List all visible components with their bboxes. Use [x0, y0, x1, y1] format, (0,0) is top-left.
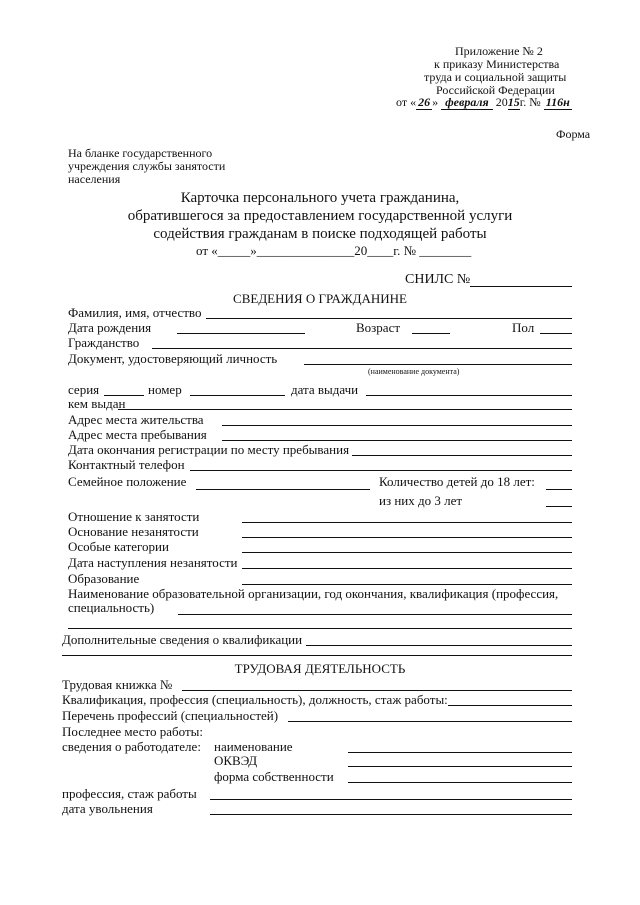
order-mid: » [432, 95, 439, 109]
reg-end-field-line[interactable] [352, 455, 572, 456]
employer-name-field-line[interactable] [348, 752, 572, 753]
unemployment-basis-field-line[interactable] [242, 537, 572, 538]
phone-field-line[interactable] [190, 470, 572, 471]
citizenship-field-line[interactable] [152, 348, 572, 349]
section-work-heading: ТРУДОВАЯ ДЕЯТЕЛЬНОСТЬ [234, 661, 406, 676]
phone-label: Контактный телефон [68, 457, 185, 472]
qualification-label: Квалификация, профессия (специальность), должность, стаж работы: [62, 692, 448, 707]
order-year-suffix: 15 [507, 95, 520, 109]
professions-label: Перечень профессий (специальностей) [62, 708, 279, 723]
qualification-field-line[interactable] [448, 705, 572, 706]
employment-attitude-label: Отношение к занятости [68, 509, 200, 524]
unemployment-basis-label: Основание незанятости [68, 524, 199, 539]
doc-name-hint: (наименование документа) [368, 367, 460, 376]
letterhead-line-1: На бланке государственного [68, 146, 213, 160]
id-document-field-line[interactable] [304, 364, 572, 365]
order-day: 26 [418, 95, 431, 109]
residence-field-line[interactable] [222, 425, 572, 426]
stay-address-label: Адрес места пребывания [68, 427, 207, 442]
edu-org-field-line-2[interactable] [68, 628, 572, 629]
employer-info-label: сведения о работодателе: [62, 739, 201, 754]
extra-qual-label: Дополнительные сведения о квалификации [62, 632, 303, 647]
workbook-field-line[interactable] [182, 690, 572, 691]
reg-end-label: Дата окончания регистрации по месту пребывания [68, 442, 350, 457]
appendix-line-4: Российской Федерации [436, 83, 555, 97]
extra-qual-field-line-2[interactable] [62, 655, 572, 656]
snils-label: СНИЛС № [405, 272, 471, 287]
issue-date-label: дата выдачи [291, 382, 359, 397]
number-label: номер [148, 382, 182, 397]
okved-field-line[interactable] [348, 766, 572, 767]
appendix-line-3: труда и социальной защиты [424, 70, 567, 84]
dismissal-date-label: дата увольнения [62, 801, 153, 816]
issued-by-label: кем выдан [68, 396, 126, 411]
order-month: февраля [441, 95, 493, 110]
citizenship-label: Гражданство [68, 335, 140, 350]
children-field-line[interactable] [546, 489, 572, 490]
number-field-line[interactable] [190, 395, 285, 396]
special-categories-label: Особые категории [68, 539, 169, 554]
education-label: Образование [68, 571, 140, 586]
order-number-prefix: г. № [519, 95, 541, 109]
edu-org-field-line-1[interactable] [178, 614, 572, 615]
letterhead-line-3: населения [68, 172, 121, 186]
title-line-3: содействия гражданам в поиске подходящей работы [153, 226, 487, 242]
title-date-line: от «_____»_______________20____г. № ________ [196, 243, 472, 258]
dismissal-date-field-line[interactable] [210, 814, 572, 815]
edu-org-label-line-1: Наименование образовательной организации, год окончания, квалификация (профессия, [68, 586, 559, 601]
order-year-prefix: 20 [495, 95, 508, 109]
issued-by-field-line[interactable] [118, 409, 572, 410]
series-label: серия [68, 382, 100, 397]
marital-label: Семейное положение [68, 474, 187, 489]
unemployment-date-field-line[interactable] [242, 568, 572, 569]
section-citizen-heading: СВЕДЕНИЯ О ГРАЖДАНИНЕ [233, 291, 407, 306]
age-field-line[interactable] [412, 333, 450, 334]
special-categories-field-line[interactable] [242, 552, 572, 553]
edu-org-label-line-2: специальность) [68, 600, 155, 615]
title-line-2: обратившегося за предоставлением государственной услуги [127, 208, 513, 224]
children-under-3-field-line[interactable] [546, 506, 572, 507]
ownership-field-line[interactable] [348, 782, 572, 783]
stay-address-field-line[interactable] [222, 440, 572, 441]
order-date-line [396, 96, 572, 109]
okved-label: ОКВЭД [214, 753, 258, 768]
id-document-label: Документ, удостоверяющий личность [68, 351, 278, 366]
ownership-label: форма собственности [214, 769, 334, 784]
order-prefix: от « [396, 95, 417, 109]
workbook-label: Трудовая книжка № [62, 677, 173, 692]
extra-qual-field-line-1[interactable] [306, 645, 572, 646]
sex-label: Пол [512, 320, 535, 335]
children-under-3-label: из них до 3 лет [379, 493, 463, 508]
snils-field-line[interactable] [470, 286, 572, 287]
issue-date-field-line[interactable] [366, 395, 572, 396]
letterhead-line-2: учреждения службы занятости [68, 159, 226, 173]
fio-field-line[interactable] [206, 318, 572, 319]
appendix-line-2: к приказу Министерства [434, 57, 560, 71]
age-label: Возраст [356, 320, 401, 335]
sex-field-line[interactable] [540, 333, 572, 334]
title-line-1: Карточка персонального учета гражданина, [180, 190, 460, 206]
marital-field-line[interactable] [196, 489, 370, 490]
children-label: Количество детей до 18 лет: [379, 474, 535, 489]
employment-attitude-field-line[interactable] [242, 522, 572, 523]
profession-exp-field-line[interactable] [210, 799, 572, 800]
fio-label: Фамилия, имя, отчество [68, 305, 202, 320]
profession-exp-label: профессия, стаж работы [62, 786, 197, 801]
form-label: Форма [556, 127, 591, 141]
unemployment-date-label: Дата наступления незанятости [68, 555, 238, 570]
dob-field-line[interactable] [177, 333, 305, 334]
appendix-line-1: Приложение № 2 [455, 44, 543, 58]
order-number: 116н [545, 95, 570, 109]
residence-label: Адрес места жительства [68, 412, 204, 427]
professions-field-line[interactable] [288, 721, 572, 722]
dob-label: Дата рождения [68, 320, 152, 335]
last-job-label: Последнее место работы: [62, 724, 204, 739]
education-field-line[interactable] [242, 584, 572, 585]
employer-name-label: наименование [214, 739, 293, 754]
